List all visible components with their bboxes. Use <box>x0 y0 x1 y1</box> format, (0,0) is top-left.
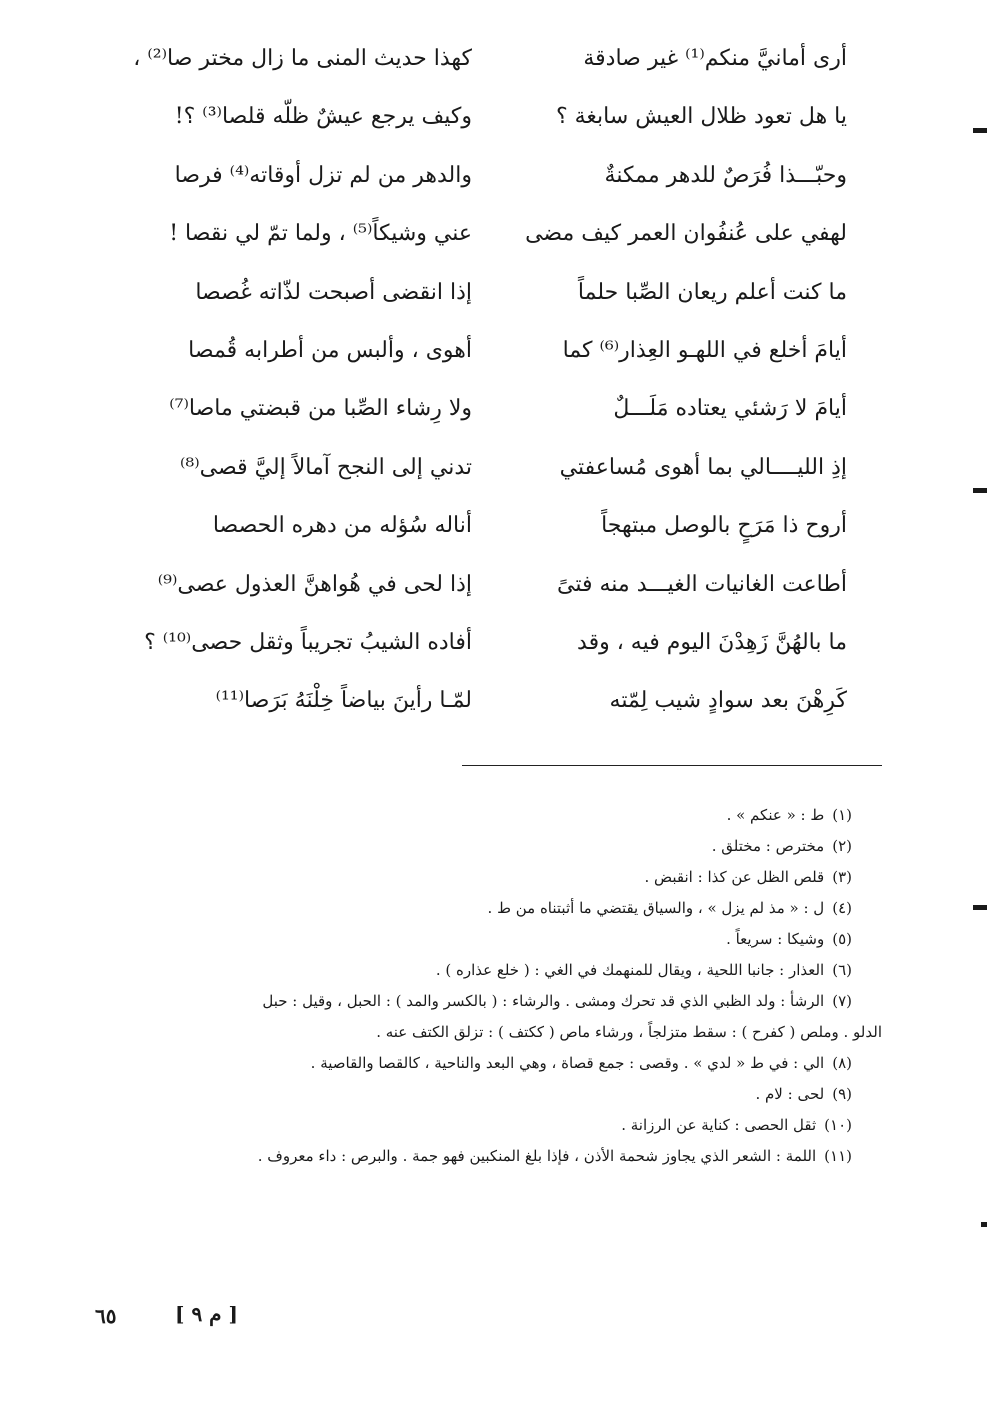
footnote <box>92 1079 852 1110</box>
verse-second-hemistich: وكيف يرجع عيشٌ ظلّه قلصا⁽³⁾ ؟! <box>174 104 472 130</box>
footnote-text: الي : في ط « لدي » . وقصى : جمع قصاة ، وهي البعد والناحية ، كالقصا والقاصية . <box>310 1054 825 1072</box>
verse-second-hemistich: لمّـا رأينَ بياضاً خِلْنَهُ بَرَصا⁽¹¹⁾ <box>215 688 472 714</box>
page-number: ٦٥ <box>95 1304 117 1328</box>
verse-first-hemistich: أرى أمانيَّ منكم⁽¹⁾ غير صادقة <box>583 46 847 71</box>
verse-second-hemistich: أناله سُؤله من دهره الحصصا <box>212 513 472 539</box>
footnote-text: ط : « عنكم » . <box>726 806 825 824</box>
verse-second-hemistich: أفاده الشيبُ تجريباً وثقل حصى⁽¹⁰⁾ ؟ <box>144 629 472 655</box>
footnote-number: (٨) <box>832 1054 852 1072</box>
footnotes <box>92 800 882 1172</box>
footnote-text: قلص الظل عن كذا : انقبض . <box>644 868 825 886</box>
signature-mark: [ م ٩ ] <box>175 1302 238 1326</box>
footnote-number: (١) <box>832 806 852 824</box>
verse-first-hemistich: أيامَ أخلع في اللهـو العِذار⁽⁶⁾ كما <box>562 337 847 363</box>
footnote-number: (٧) <box>832 992 852 1010</box>
footnote <box>92 1110 852 1141</box>
footnote <box>92 1048 852 1079</box>
footnote <box>92 986 852 1017</box>
footnote-number: (٤) <box>832 899 852 917</box>
poem <box>127 30 847 731</box>
footnote-text: مخترص : مختلق . <box>711 837 825 855</box>
footnote-number: (٩) <box>832 1085 852 1103</box>
verse-second-hemistich: أهوى ، وألبس من أطرابه قُمصا <box>188 337 472 363</box>
verse <box>127 672 847 730</box>
verse-first-hemistich: أروح ذا مَرَحٍ بالوصل مبتهجاً <box>601 513 847 539</box>
footnote <box>92 1017 882 1048</box>
footnote-text: العذار : جانبا اللحية ، ويقال للمنهمك في الغي : ( خلع عذاره ) . <box>435 961 825 979</box>
footnote-text: ثقل الحصى : كناية عن الرزانة . <box>621 1116 817 1134</box>
footnote-text: الدلو . وملص ( كفرح ) : سقط متزلجاً ، ورشاء ماص ( ككتف ) : تزلق الكتف عنه . <box>376 1023 882 1041</box>
footnote-text: اللمة : الشعر الذي يجاوز شحمة الأذن ، فإذا بلغ المنكبين فهو جمة . والبرص : داء معروف . <box>257 1147 817 1165</box>
verse <box>127 556 847 614</box>
verse <box>127 205 847 263</box>
verse-second-hemistich: كهذا حديث المنى ما زال مختر صا⁽²⁾ ، <box>133 46 472 71</box>
verse-second-hemistich: إذا انقضى أصبحت لذّاته غُصصا <box>195 279 472 305</box>
margin-mark <box>973 488 987 493</box>
footnote-text: وشيكا : سريعاً . <box>726 930 825 948</box>
verse-first-hemistich: ما كنت أعلم ريعان الصِّبا حلماً <box>577 279 847 305</box>
verse-second-hemistich: عني وشيكاً⁽⁵⁾ ، ولما تمّ لي نقصا ! <box>169 221 472 247</box>
footnote-number: (٢) <box>832 837 852 855</box>
margin-mark <box>973 905 987 910</box>
footnote <box>92 862 852 893</box>
verse <box>127 30 847 88</box>
footnote-number: (٥) <box>832 930 852 948</box>
verse <box>127 147 847 205</box>
verse-second-hemistich: إذا لحى في هُواهنَّ العذول عصى⁽⁹⁾ <box>157 571 472 597</box>
verse-second-hemistich: ولا رِشاء الصِّبا من قبضتي ماصا⁽⁷⁾ <box>169 396 472 422</box>
verse-first-hemistich: يا هل تعود ظلال العيش سابغة ؟ <box>555 104 847 130</box>
verse-first-hemistich: أيامَ لا رَشئي يعتاده مَلَـــلٌ <box>613 396 847 422</box>
verse <box>127 439 847 497</box>
verse <box>127 264 847 322</box>
verse <box>127 614 847 672</box>
verse-second-hemistich: تدني إلى النجح آمالاً إليَّ قصى⁽⁸⁾ <box>180 454 472 480</box>
verse-first-hemistich: وحبّـــذا فُرَصٌ للدهر ممكنةٌ <box>604 162 847 188</box>
verse <box>127 380 847 438</box>
footnote <box>92 1141 852 1172</box>
verse-second-hemistich: والدهر من لم تزل أوقاته⁽⁴⁾ فرصا <box>174 162 472 188</box>
footnote-rule <box>462 765 882 766</box>
footnote <box>92 831 852 862</box>
verse-first-hemistich: ما بالهُنَّ زَهِدْنَ اليوم فيه ، وقد <box>577 629 847 655</box>
verse-first-hemistich: إذِ الليــــالي بما أهوى مُساعفتي <box>559 454 847 480</box>
footnote-text: ل : « مذ لم يزل » ، والسياق يقتضي ما أثبتناه من ط . <box>487 899 825 917</box>
footnote-number: (٦) <box>832 961 852 979</box>
footnote-number: (١١) <box>824 1147 852 1165</box>
footnote <box>92 800 852 831</box>
verse <box>127 322 847 380</box>
footnote-text: لحى : لام . <box>755 1085 825 1103</box>
footnote-text: الرشأ : ولد الظبي الذي قد تحرك ومشى . والرشاء : ( بالكسر والمد ) : الحبل ، وقيل : حبل <box>262 992 825 1010</box>
footnote <box>92 955 852 986</box>
margin-mark <box>981 1222 987 1227</box>
margin-mark <box>973 128 987 133</box>
footnote <box>92 924 852 955</box>
verse-first-hemistich: لهفي على عُنفُوان العمر كيف مضى <box>525 221 847 247</box>
verse <box>127 88 847 146</box>
footnote-number: (٣) <box>832 868 852 886</box>
verse-first-hemistich: أطاعت الغانيات الغيـــد منه فتىً <box>557 571 847 597</box>
verse <box>127 497 847 555</box>
footnote-number: (١٠) <box>824 1116 852 1134</box>
page-footer <box>95 1300 265 1340</box>
footnote <box>92 893 852 924</box>
verse-first-hemistich: كَرِهْنَ بعد سوادٍ شيب لِمّته <box>609 688 847 714</box>
